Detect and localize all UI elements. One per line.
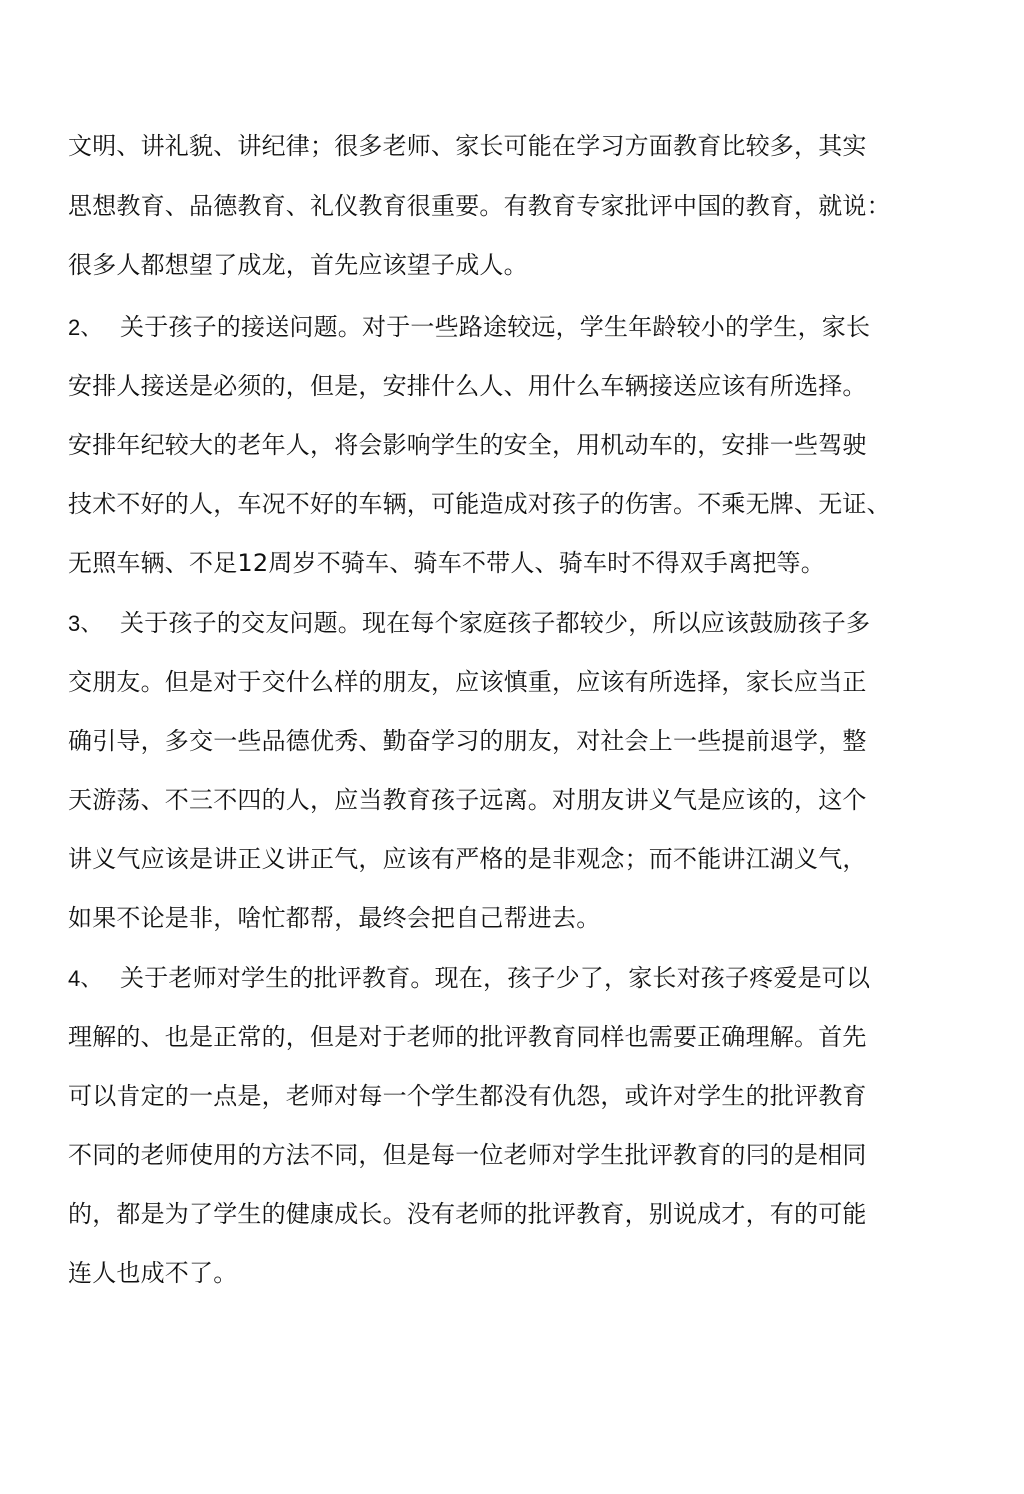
paragraph-line: 安排年纪较大的老年人，将会影响学生的安全，用机动车的，安排一些驾驶 <box>68 431 867 459</box>
section-number: 4、 <box>68 966 103 991</box>
section-number: 3、 <box>68 611 103 636</box>
paragraph-line: 关于孩子的接送问题。对于一些路途较远，学生年龄较小的学生，家长 <box>120 313 871 341</box>
paragraph-line: 交朋友。但是对于交什么样的朋友，应该慎重，应该有所选择，家长应当正 <box>68 668 867 696</box>
paragraph-line: 安排人接送是必须的，但是，安排什么人、用什么车辆接送应该有所选择。 <box>68 372 867 400</box>
paragraph-line: 如果不论是非，啥忙都帮，最终会把自己帮进去。 <box>68 904 601 932</box>
paragraph-line: 讲义气应该是讲正义讲正气，应该有严格的是非观念；而不能讲江湖义气， <box>68 845 867 873</box>
paragraph-line: 连人也成不了。 <box>68 1259 238 1287</box>
section-2-first-line <box>68 307 870 347</box>
paragraph-line: 不同的老师使用的方法不同，但是每一位老师对学生批评教育的冃的是相同 <box>68 1141 867 1169</box>
section-3-first-line <box>68 603 870 643</box>
paragraph-line: 确引导，多交一些品德优秀、勤奋学习的朋友，对社会上一些提前退学，整 <box>68 727 867 755</box>
section-4-first-line <box>68 958 870 998</box>
intro-line: 很多人都想望了成龙，首先应该望子成人。 <box>68 251 528 279</box>
paragraph-line: 关于老师对学生的批评教育。现在，孩子少了，家长对孩子疼爱是可以 <box>120 964 871 992</box>
paragraph-line: 技术不好的人，车况不好的车辆，可能造成对孩子的伤害。不乘无牌、无证、 <box>68 490 891 518</box>
intro-line: 思想教育、品德教育、礼仪教育很重要。有教育专家批评中国的教育，就说： <box>68 192 891 220</box>
paragraph-line: 可以肯定的一点是，老师对每一个学生都没有仇怨，或许对学生的批评教育 <box>68 1082 867 1110</box>
paragraph-line: 的，都是为了学生的健康成长。没有老师的批评教育，别说成才，有的可能 <box>68 1200 867 1228</box>
paragraph-line: 无照车辆、不足12周岁不骑车、骑车不带人、骑车时不得双手离把等。 <box>68 549 825 577</box>
section-number: 2、 <box>68 315 103 340</box>
paragraph-line: 天游荡、不三不四的人，应当教育孩子远离。对朋友讲义气是应该的，这个 <box>68 786 867 814</box>
intro-line: 文明、讲礼貌、讲纪律；很多老师、家长可能在学习方面教育比较多，其实 <box>68 132 867 160</box>
paragraph-line: 关于孩子的交友问题。现在每个家庭孩子都较少，所以应该鼓励孩子多 <box>120 609 871 637</box>
paragraph-line: 理解的、也是正常的，但是对于老师的批评教育同样也需要正确理解。首先 <box>68 1023 867 1051</box>
